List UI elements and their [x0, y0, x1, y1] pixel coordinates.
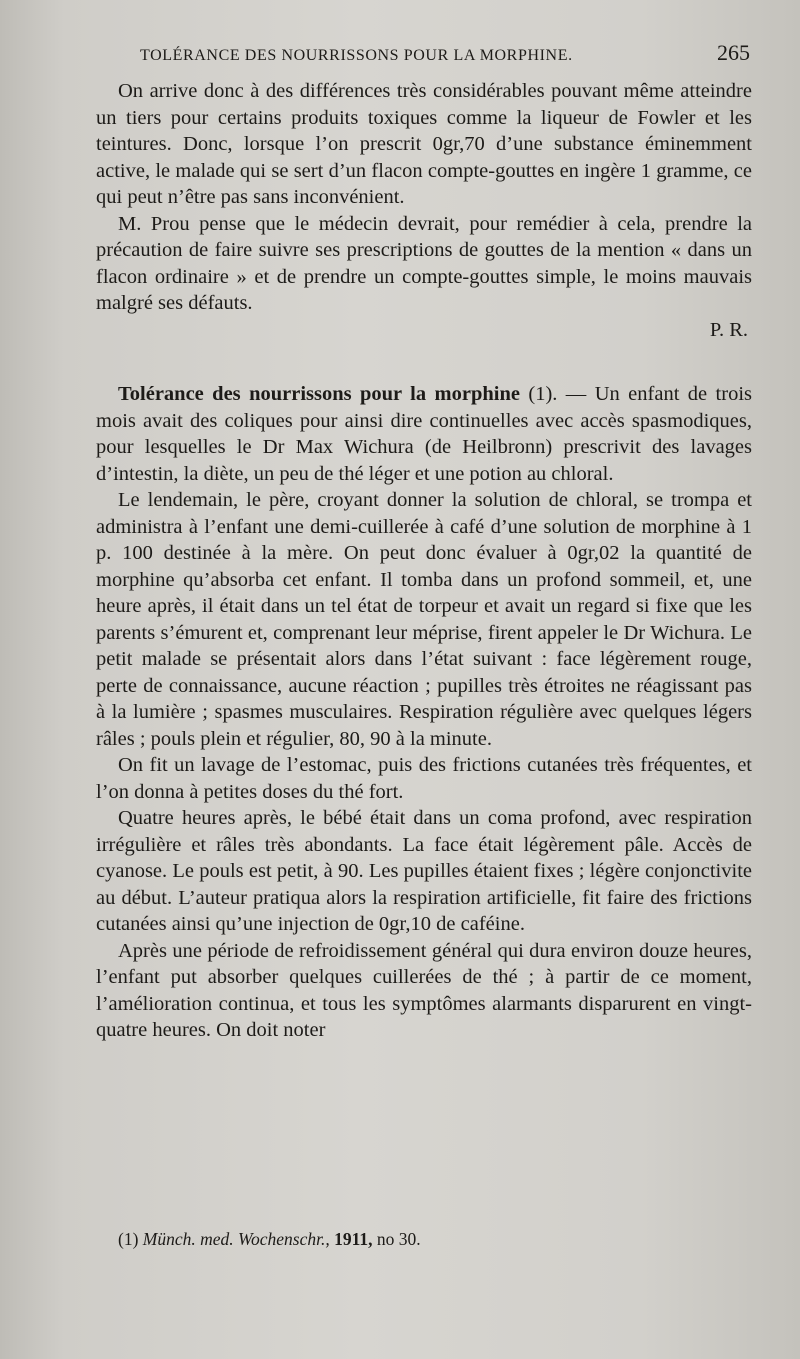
page-number: 265 [717, 40, 750, 65]
paragraph-6: Quatre heures après, le bébé était dans un coma profond, avec respiration irrégulière et râles très abondants. La face était légèrement pâle. Accès de cyanose. Le pouls est petit, à 90. Les pupilles étaient fixes ; légère conjonctivite au début. L’auteur pratiqua alors la respiration artificielle, fit faire des frictions cutanées ainsi qu’une injection de 0gr,10 de caféine. [96, 807, 752, 935]
author-signature: P. R. [709, 318, 748, 341]
article-paragraph-intro [96, 381, 752, 487]
footnote [118, 1228, 738, 1250]
footnote-issue: no 30. [376, 1229, 421, 1249]
footnote-journal: Münch. med. Wochenschr., [142, 1229, 330, 1249]
section-gap [96, 343, 752, 381]
body-text [96, 78, 752, 1044]
footnote-marker: (1) [118, 1229, 139, 1249]
paragraph-2: M. Prou pense que le médecin devrait, pour remédier à cela, prendre la précaution de faire suivre ses prescriptions de gouttes de la mention « dans un flacon ordinaire » et de prendre un compte-gouttes simple, le moins mauvais malgré ses défauts. [96, 212, 752, 314]
article-intro-text: (1). — Un enfant de trois mois avait des coliques pour ainsi dire continuelles avec accès spasmodiques, pour lesquelles le Dr Max Wichura (de Heilbronn) prescrivit des lavages d’intestin, la diète, un peu de thé léger et une potion au chloral. [96, 383, 752, 485]
paragraph-4: Le lendemain, le père, croyant donner la solution de chloral, se trompa et administra à l’enfant une demi-cuillerée à café d’une solution de morphine à 1 p. 100 destinée à la mère. On peut donc évaluer à 0gr,02 la quantité de morphine qu’absorba cet enfant. Il tomba dans un profond sommeil, et, une heure après, il était dans un tel état de torpeur et avait un regard si fixe que les parents s’émurent et, comprenant leur méprise, firent appeler le Dr Wichura. Le petit malade se présentait alors dans l’état suivant : face légèrement rouge, perte de connaissance, aucune réaction ; pupilles très étroites ne réagissant pas à la lumière ; spasmes musculaires. Respiration régulière avec quelques légers râles ; pouls plein et régulier, 80, 90 à la minute. [96, 489, 752, 750]
footnote-year: 1911, [334, 1229, 373, 1249]
paragraph-1: On arrive donc à des différences très considérables pouvant même atteindre un tiers pour certains produits toxiques comme la liqueur de Fowler et les teintures. Donc, lorsque l’on prescrit 0gr,70 d’une substance éminemment active, le malade qui se sert d’un flacon compte-gouttes en ingère 1 gramme, ce qui peut n’être pas sans inconvénient. [96, 80, 752, 208]
article-title: Tolérance des nourrissons pour la morphine [118, 383, 520, 405]
running-header [140, 40, 750, 66]
paragraph-7: Après une période de refroidissement général qui dura environ douze heures, l’enfant put absorber quelques cuillerées de thé ; à partir de ce moment, l’amélioration continua, et tous les symptômes alarmants disparurent en vingt-quatre heures. On doit noter [96, 939, 752, 1041]
paragraph-5: On fit un lavage de l’estomac, puis des frictions cutanées très fréquentes, et l’on donna à petites doses du thé fort. [96, 754, 752, 803]
running-title: TOLÉRANCE DES NOURRISSONS POUR LA MORPHINE. [140, 47, 573, 64]
